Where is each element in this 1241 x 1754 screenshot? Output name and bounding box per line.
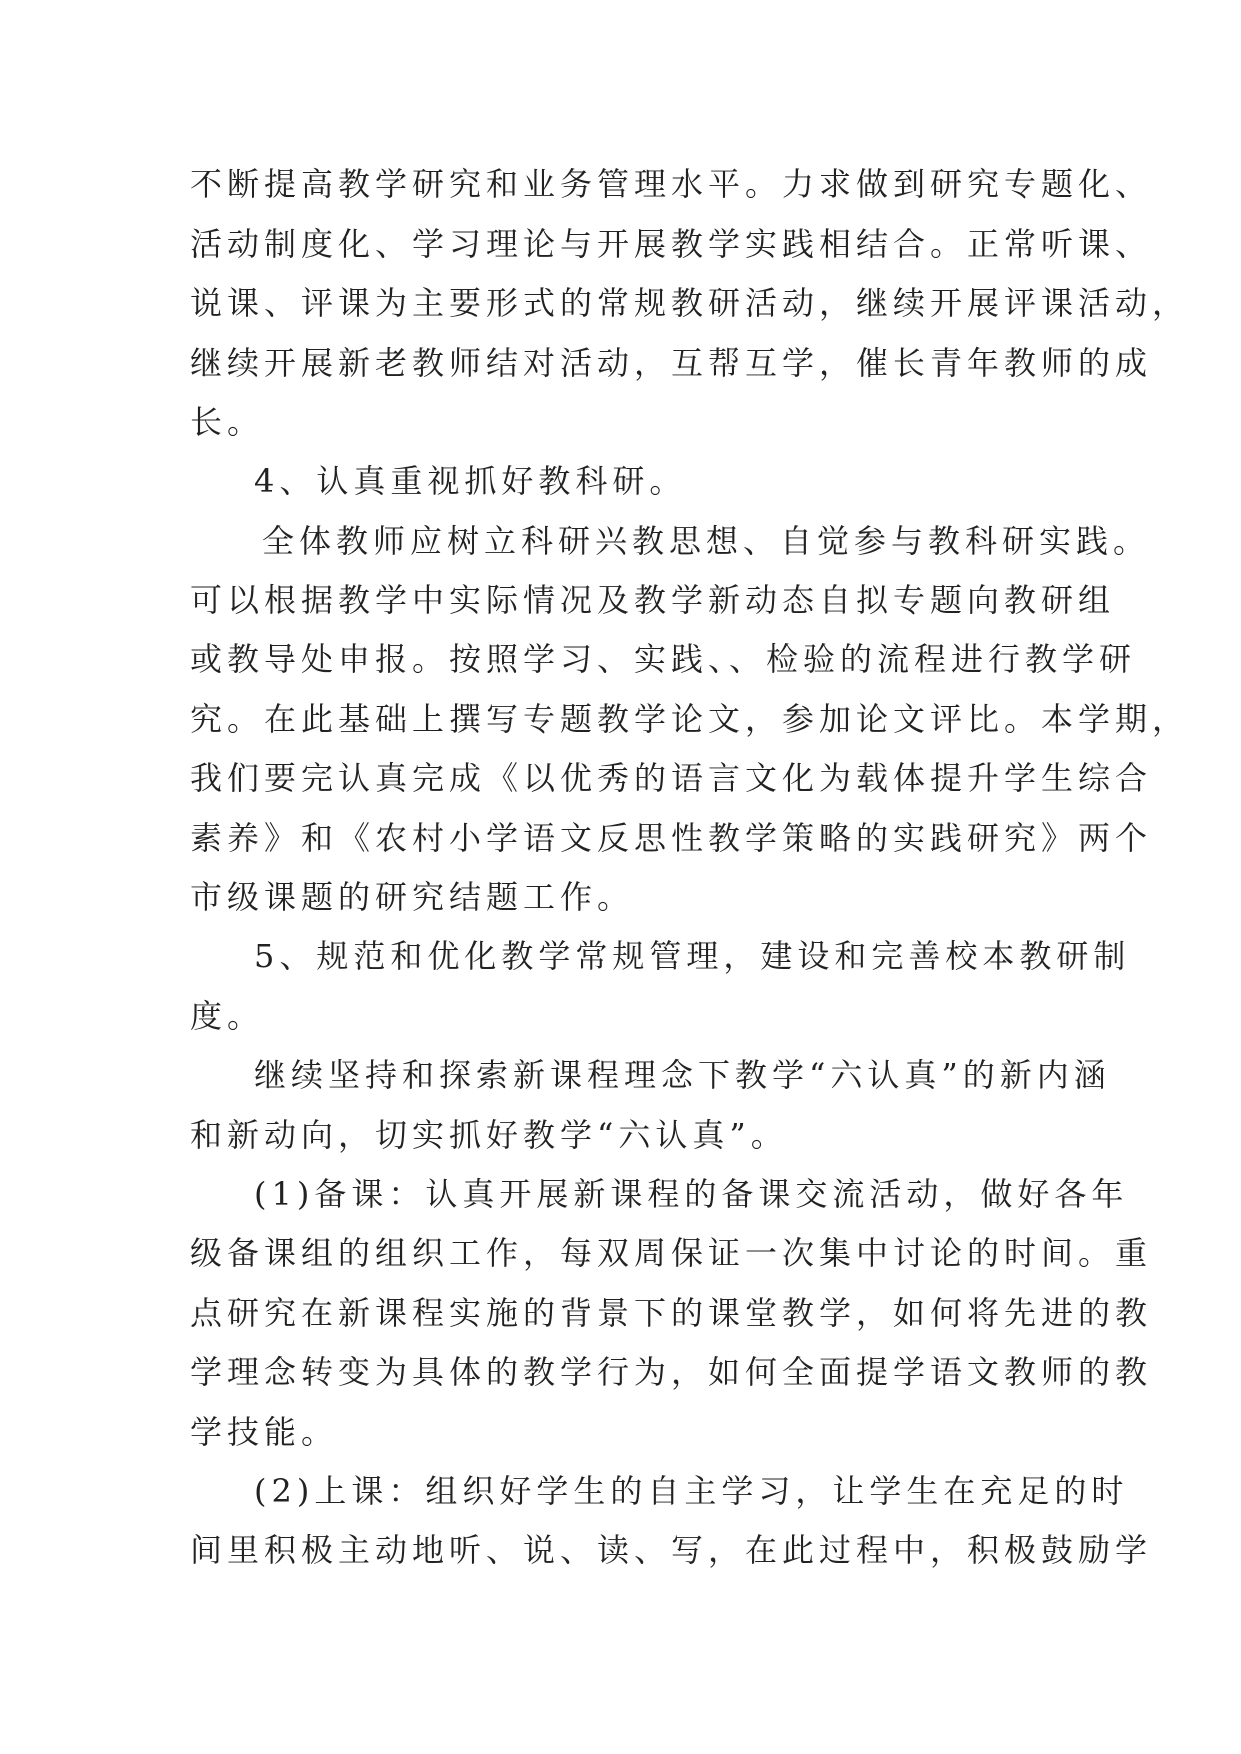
section-heading: 4、认真重视抓好教科研。 bbox=[254, 462, 687, 500]
text-line: 全体教师应树立科研兴教思想、自觉参与教科研实践。 bbox=[262, 522, 1151, 560]
text-line: 学技能。 bbox=[190, 1413, 339, 1451]
text-line: 级备课组的组织工作，每双周保证一次集中讨论的时间。重 bbox=[190, 1234, 1153, 1272]
text-line: 学理念转变为具体的教学行为，如何全面提学语文教师的教 bbox=[190, 1353, 1153, 1391]
text-line: 点研究在新课程实施的背景下的课堂教学，如何将先进的教 bbox=[190, 1294, 1153, 1332]
text-line: 素养》和《农村小学语文反思性教学策略的实践研究》两个 bbox=[190, 819, 1153, 857]
text-line: 度。 bbox=[190, 997, 265, 1035]
text-line: 我们要完认真完成《以优秀的语言文化为载体提升学生综合 bbox=[190, 759, 1153, 797]
text-line: 间里积极主动地听、说、读、写，在此过程中，积极鼓励学 bbox=[190, 1531, 1153, 1569]
text-line: (1)备课：认真开展新课程的备课交流活动，做好各年 bbox=[254, 1175, 1129, 1213]
text-line: 继续坚持和探索新课程理念下教学“六认真”的新内涵 bbox=[254, 1056, 1111, 1094]
text-line: 长。 bbox=[190, 403, 265, 441]
text-line: 说课、评课为主要形式的常规教研活动，继续开展评课活动， bbox=[190, 284, 1190, 322]
text-line: 继续开展新老教师结对活动，互帮互学，催长青年教师的成 bbox=[190, 344, 1153, 382]
section-heading: 5、规范和优化教学常规管理，建设和完善校本教研制 bbox=[254, 937, 1131, 975]
text-line: 不断提高教学研究和业务管理水平。力求做到研究专题化、 bbox=[190, 165, 1153, 203]
text-line: 或教导处申报。按照学习、实践、、检验的流程进行教学研 bbox=[190, 640, 1137, 678]
text-line: (2)上课：组织好学生的自主学习，让学生在充足的时 bbox=[254, 1472, 1129, 1510]
text-line: 可以根据教学中实际情况及教学新动态自拟专题向教研组 bbox=[190, 581, 1116, 619]
text-line: 市级课题的研究结题工作。 bbox=[190, 878, 635, 916]
text-line: 和新动向，切实抓好教学“六认真”。 bbox=[190, 1116, 788, 1154]
text-line: 活动制度化、学习理论与开展教学实践相结合。正常听课、 bbox=[190, 225, 1153, 263]
text-line: 究。在此基础上撰写专题教学论文，参加论文评比。本学期， bbox=[190, 700, 1190, 738]
